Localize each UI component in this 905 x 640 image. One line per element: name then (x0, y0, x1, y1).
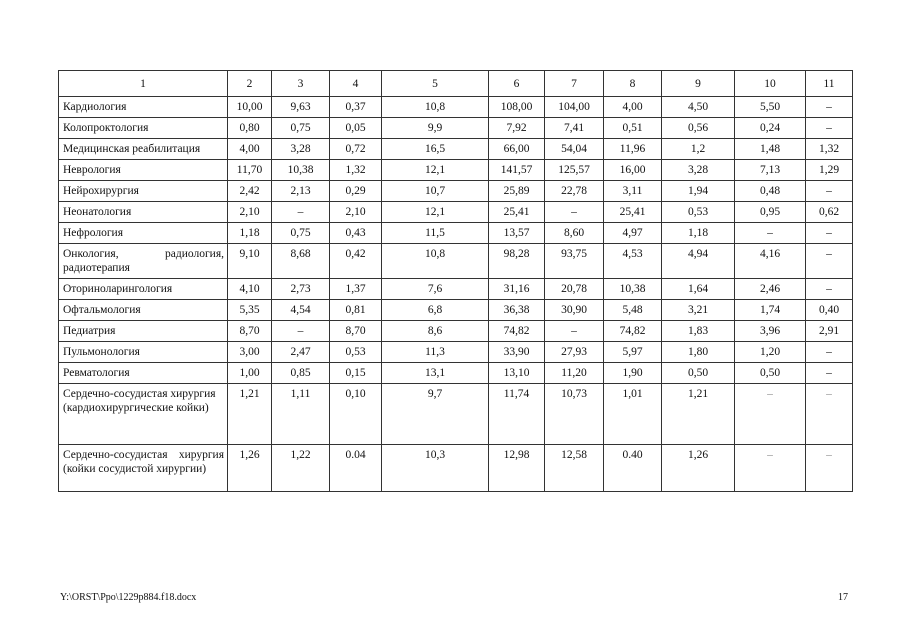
table-row (59, 445, 853, 492)
table-cell: 10,38 (604, 279, 662, 300)
table-cell: 3,28 (662, 160, 735, 181)
table-cell: 2,91 (806, 321, 853, 342)
table-cell: 1,11 (272, 384, 330, 445)
table-cell: 10,3 (382, 445, 489, 492)
table-cell: 1,18 (662, 223, 735, 244)
table-cell: 3,00 (228, 342, 272, 363)
table-cell: 2,10 (228, 202, 272, 223)
header-cell: 8 (604, 71, 662, 97)
table-cell: 4,00 (604, 97, 662, 118)
table-cell: 0,95 (735, 202, 806, 223)
table-cell: 5,97 (604, 342, 662, 363)
table-cell: 12,58 (545, 445, 604, 492)
header-cell: 9 (662, 71, 735, 97)
header-row (59, 71, 853, 97)
table-cell: 0,81 (330, 300, 382, 321)
table-cell: 4,10 (228, 279, 272, 300)
table-cell: – (806, 445, 853, 492)
table-cell: 12,1 (382, 202, 489, 223)
table-cell: 0,10 (330, 384, 382, 445)
row-label: Офтальмология (59, 300, 228, 321)
table-cell: 0,53 (330, 342, 382, 363)
table-cell: 10,38 (272, 160, 330, 181)
table-cell: 0,43 (330, 223, 382, 244)
table-cell: 27,93 (545, 342, 604, 363)
header-cell: 11 (806, 71, 853, 97)
table-row (59, 342, 853, 363)
table-cell: 2,13 (272, 181, 330, 202)
table-cell: 7,41 (545, 118, 604, 139)
table-cell: 104,00 (545, 97, 604, 118)
table-cell: 9,10 (228, 244, 272, 279)
row-label: Медицинская реабилитация (59, 139, 228, 160)
table-cell: 0.04 (330, 445, 382, 492)
header-cell: 1 (59, 71, 228, 97)
table-cell: 0,56 (662, 118, 735, 139)
header-cell: 5 (382, 71, 489, 97)
table-cell: 66,00 (489, 139, 545, 160)
table-cell: 0,50 (735, 363, 806, 384)
table-cell: 0,80 (228, 118, 272, 139)
table-cell: 125,57 (545, 160, 604, 181)
table-cell: 108,00 (489, 97, 545, 118)
table-cell: 36,38 (489, 300, 545, 321)
table-cell: 11,70 (228, 160, 272, 181)
table-cell: 4,53 (604, 244, 662, 279)
table-cell: 10,8 (382, 244, 489, 279)
table-cell: 8,68 (272, 244, 330, 279)
row-label: Нефрология (59, 223, 228, 244)
table-cell: – (806, 342, 853, 363)
footer-file-path: Y:\ORST\Ppo\1229p884.f18.docx (60, 592, 197, 603)
table-cell: 9,7 (382, 384, 489, 445)
table-cell: 25,41 (489, 202, 545, 223)
table-cell: 1,20 (735, 342, 806, 363)
table-cell: 98,28 (489, 244, 545, 279)
row-label: Сердечно-сосудистая хирургия (койки сосудистой хирургии) (59, 445, 228, 492)
table-cell: 12,1 (382, 160, 489, 181)
table-cell: 11,74 (489, 384, 545, 445)
table-row (59, 139, 853, 160)
table-cell: 10,8 (382, 97, 489, 118)
row-label: Сердечно-сосудистая хирургия (кардиохирургические койки) (59, 384, 228, 445)
table-row (59, 97, 853, 118)
table-cell: 0,50 (662, 363, 735, 384)
table-cell: 13,57 (489, 223, 545, 244)
table-cell: 4,00 (228, 139, 272, 160)
table-cell: 0,40 (806, 300, 853, 321)
table-cell: 25,89 (489, 181, 545, 202)
table-cell: 1,48 (735, 139, 806, 160)
row-label: Неонатология (59, 202, 228, 223)
table-row (59, 223, 853, 244)
table-cell: 2,42 (228, 181, 272, 202)
row-label: Неврология (59, 160, 228, 181)
row-label: Онкология, радиология, радиотерапия (59, 244, 228, 279)
table-cell: 33,90 (489, 342, 545, 363)
table-cell: 7,92 (489, 118, 545, 139)
table-body (59, 71, 853, 492)
header-cell: 2 (228, 71, 272, 97)
table-cell: 1,00 (228, 363, 272, 384)
table-cell: 0,85 (272, 363, 330, 384)
table-cell: 1,26 (662, 445, 735, 492)
table-cell: 1,32 (330, 160, 382, 181)
header-cell: 10 (735, 71, 806, 97)
table-cell: 2,47 (272, 342, 330, 363)
row-label: Нейрохирургия (59, 181, 228, 202)
table-cell: 8,6 (382, 321, 489, 342)
table-cell: 22,78 (545, 181, 604, 202)
table-cell: 9,63 (272, 97, 330, 118)
table-cell: 6,8 (382, 300, 489, 321)
table-cell: 1,29 (806, 160, 853, 181)
table-cell: – (806, 223, 853, 244)
table-cell: 11,20 (545, 363, 604, 384)
table-cell: 8,60 (545, 223, 604, 244)
table-cell: 4,54 (272, 300, 330, 321)
table-cell: 3,11 (604, 181, 662, 202)
table-cell: 10,00 (228, 97, 272, 118)
table-cell: 0.40 (604, 445, 662, 492)
table-cell: 0,75 (272, 118, 330, 139)
row-label: Пульмонология (59, 342, 228, 363)
table-cell: 1,37 (330, 279, 382, 300)
table-cell: 1,32 (806, 139, 853, 160)
table-cell: 3,28 (272, 139, 330, 160)
table-row (59, 202, 853, 223)
table-cell: 2,46 (735, 279, 806, 300)
table-cell: 141,57 (489, 160, 545, 181)
table-cell: 4,16 (735, 244, 806, 279)
table-cell: 1,18 (228, 223, 272, 244)
table-cell: 0,37 (330, 97, 382, 118)
table-cell: 11,3 (382, 342, 489, 363)
table-cell: 10,73 (545, 384, 604, 445)
table-cell: 11,96 (604, 139, 662, 160)
table-cell: 1,21 (228, 384, 272, 445)
table-cell: 16,00 (604, 160, 662, 181)
header-cell: 7 (545, 71, 604, 97)
table-cell: 3,96 (735, 321, 806, 342)
table-cell: 10,7 (382, 181, 489, 202)
table-cell: 54,04 (545, 139, 604, 160)
table-cell: 7,13 (735, 160, 806, 181)
table-cell: 30,90 (545, 300, 604, 321)
table-cell: 0,15 (330, 363, 382, 384)
table-cell: – (806, 118, 853, 139)
table-cell: 0,05 (330, 118, 382, 139)
table-cell: – (735, 384, 806, 445)
table-cell: 1,90 (604, 363, 662, 384)
table-cell: 74,82 (604, 321, 662, 342)
table-cell: 13,1 (382, 363, 489, 384)
row-label: Ревматология (59, 363, 228, 384)
table-cell: 8,70 (330, 321, 382, 342)
table-row (59, 321, 853, 342)
table-cell: 0,42 (330, 244, 382, 279)
header-cell: 4 (330, 71, 382, 97)
table-cell: 0,51 (604, 118, 662, 139)
table-cell: 1,94 (662, 181, 735, 202)
table-row (59, 384, 853, 445)
table-cell: 1,83 (662, 321, 735, 342)
table-cell: 0,53 (662, 202, 735, 223)
table-cell: 1,26 (228, 445, 272, 492)
table-row (59, 118, 853, 139)
table-cell: – (806, 97, 853, 118)
table-cell: 5,35 (228, 300, 272, 321)
row-label: Оториноларингология (59, 279, 228, 300)
table-cell: 0,48 (735, 181, 806, 202)
table-cell: 1,74 (735, 300, 806, 321)
table-cell: – (272, 321, 330, 342)
header-cell: 3 (272, 71, 330, 97)
table-cell: 4,94 (662, 244, 735, 279)
table-cell: – (806, 384, 853, 445)
table-cell: 0,29 (330, 181, 382, 202)
table-cell: 16,5 (382, 139, 489, 160)
table-cell: 2,73 (272, 279, 330, 300)
table-cell: 31,16 (489, 279, 545, 300)
row-label: Колопроктология (59, 118, 228, 139)
table-cell: 5,48 (604, 300, 662, 321)
table-row (59, 300, 853, 321)
row-label: Педиатрия (59, 321, 228, 342)
table-cell: 1,2 (662, 139, 735, 160)
table-row (59, 244, 853, 279)
table-cell: 3,21 (662, 300, 735, 321)
table-cell: – (545, 202, 604, 223)
table-cell: 1,80 (662, 342, 735, 363)
table-cell: 25,41 (604, 202, 662, 223)
table-row (59, 279, 853, 300)
table-cell: – (272, 202, 330, 223)
table-cell: 1,64 (662, 279, 735, 300)
table-cell: 0,75 (272, 223, 330, 244)
table-cell: 74,82 (489, 321, 545, 342)
table-cell: – (806, 244, 853, 279)
table-cell: 4,50 (662, 97, 735, 118)
table-cell: 0,72 (330, 139, 382, 160)
table-cell: – (545, 321, 604, 342)
table-cell: 1,01 (604, 384, 662, 445)
page-number: 17 (838, 592, 848, 603)
table-cell: 20,78 (545, 279, 604, 300)
table-cell: – (806, 363, 853, 384)
table-row (59, 363, 853, 384)
table-cell: – (806, 181, 853, 202)
table-cell: 1,21 (662, 384, 735, 445)
table-cell: 2,10 (330, 202, 382, 223)
table-cell: – (735, 445, 806, 492)
table-cell: 9,9 (382, 118, 489, 139)
table-cell: 13,10 (489, 363, 545, 384)
table-cell: 93,75 (545, 244, 604, 279)
table-cell: – (735, 223, 806, 244)
table-cell: 0,24 (735, 118, 806, 139)
table-cell: – (806, 279, 853, 300)
table-cell: 12,98 (489, 445, 545, 492)
table-row (59, 181, 853, 202)
header-cell: 6 (489, 71, 545, 97)
table-row (59, 160, 853, 181)
row-label: Кардиология (59, 97, 228, 118)
table-cell: 5,50 (735, 97, 806, 118)
table-cell: 8,70 (228, 321, 272, 342)
table-cell: 11,5 (382, 223, 489, 244)
table-cell: 0,62 (806, 202, 853, 223)
data-table (58, 70, 853, 492)
table-cell: 4,97 (604, 223, 662, 244)
table-cell: 1,22 (272, 445, 330, 492)
table-cell: 7,6 (382, 279, 489, 300)
